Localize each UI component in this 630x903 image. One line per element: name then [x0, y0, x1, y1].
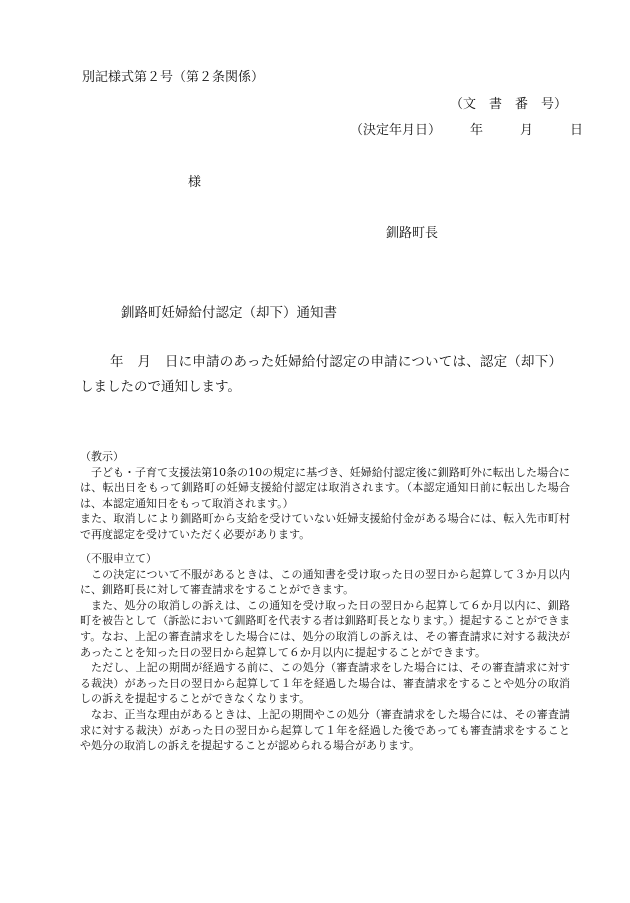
decision-date-row	[350, 119, 590, 138]
appeal-section	[80, 551, 570, 754]
appeal-paragraph: なお、正当な理由があるときは、上記の期間やこの処分（審査請求をした場合には、その審査請求に対する裁決）があった日の翌日から起算して１年を経過した後であっても審査請求をすることや処分の取消しの訴えを提起することが認められる場合があります。	[80, 707, 570, 753]
notification-body: 年 月 日に申請のあった妊婦給付認定の申請については、認定（却下）しましたので通知します。	[80, 354, 562, 395]
appeal-heading: （不服申立て）	[80, 552, 157, 565]
document-title: 釧路町妊婦給付認定（却下）通知書	[121, 305, 337, 321]
form-label: 別記様式第２号（第２条関係）	[82, 70, 265, 85]
recipient-honorific: 様	[188, 175, 202, 190]
decision-date-label: （決定年月日）	[350, 123, 442, 138]
instruction-paragraph: 子ども・子育て支援法第10条の10の規定に基づき、妊婦給付認定後に釧路町外に転出した場合には、転出日をもって釧路町の妊婦支援給付認定は取消されます。（本認定通知日前に転出した場合は、本認定通知日をもって取消されます。）	[80, 465, 570, 510]
instruction-paragraph: また、取消しにより釧路町から支給を受けていない妊婦支援給付金がある場合には、転入先市町村で再度認定を受けていただく必要があります。	[80, 512, 570, 541]
day-label: 日	[570, 123, 584, 138]
document-number: （文 書 番 号）	[450, 97, 568, 112]
issuer-name: 釧路町長	[386, 226, 439, 241]
instruction-heading: （教示）	[80, 450, 124, 463]
appeal-paragraph: ただし、上記の期間が経過する前に、この処分（審査請求をした場合には、その審査請求に対する裁決）があった日の翌日から起算して１年を経過した場合は、審査請求をすることや処分の取消しの訴えを提起することができなくなります。	[80, 661, 570, 706]
year-label: 年	[470, 123, 484, 138]
appeal-paragraph: また、処分の取消しの訴えは、この通知を受け取った日の翌日から起算して６か月以内に、釧路町を被告として（訴訟において釧路町を代表する者は釧路町長となります。）提起することができます。なお、上記の審査請求をした場合には、処分の取消しの訴えは、その審査請求に対する裁決があったことを知った日の翌日から起算して６か月以内に提起することができます。	[80, 598, 570, 659]
appeal-paragraph: この決定について不服があるときは、この通知書を受け取った日の翌日から起算して３か月以内に、釧路町長に対して審査請求をすることができます。	[80, 567, 570, 597]
month-label: 月	[520, 123, 534, 138]
instruction-section	[80, 449, 570, 543]
